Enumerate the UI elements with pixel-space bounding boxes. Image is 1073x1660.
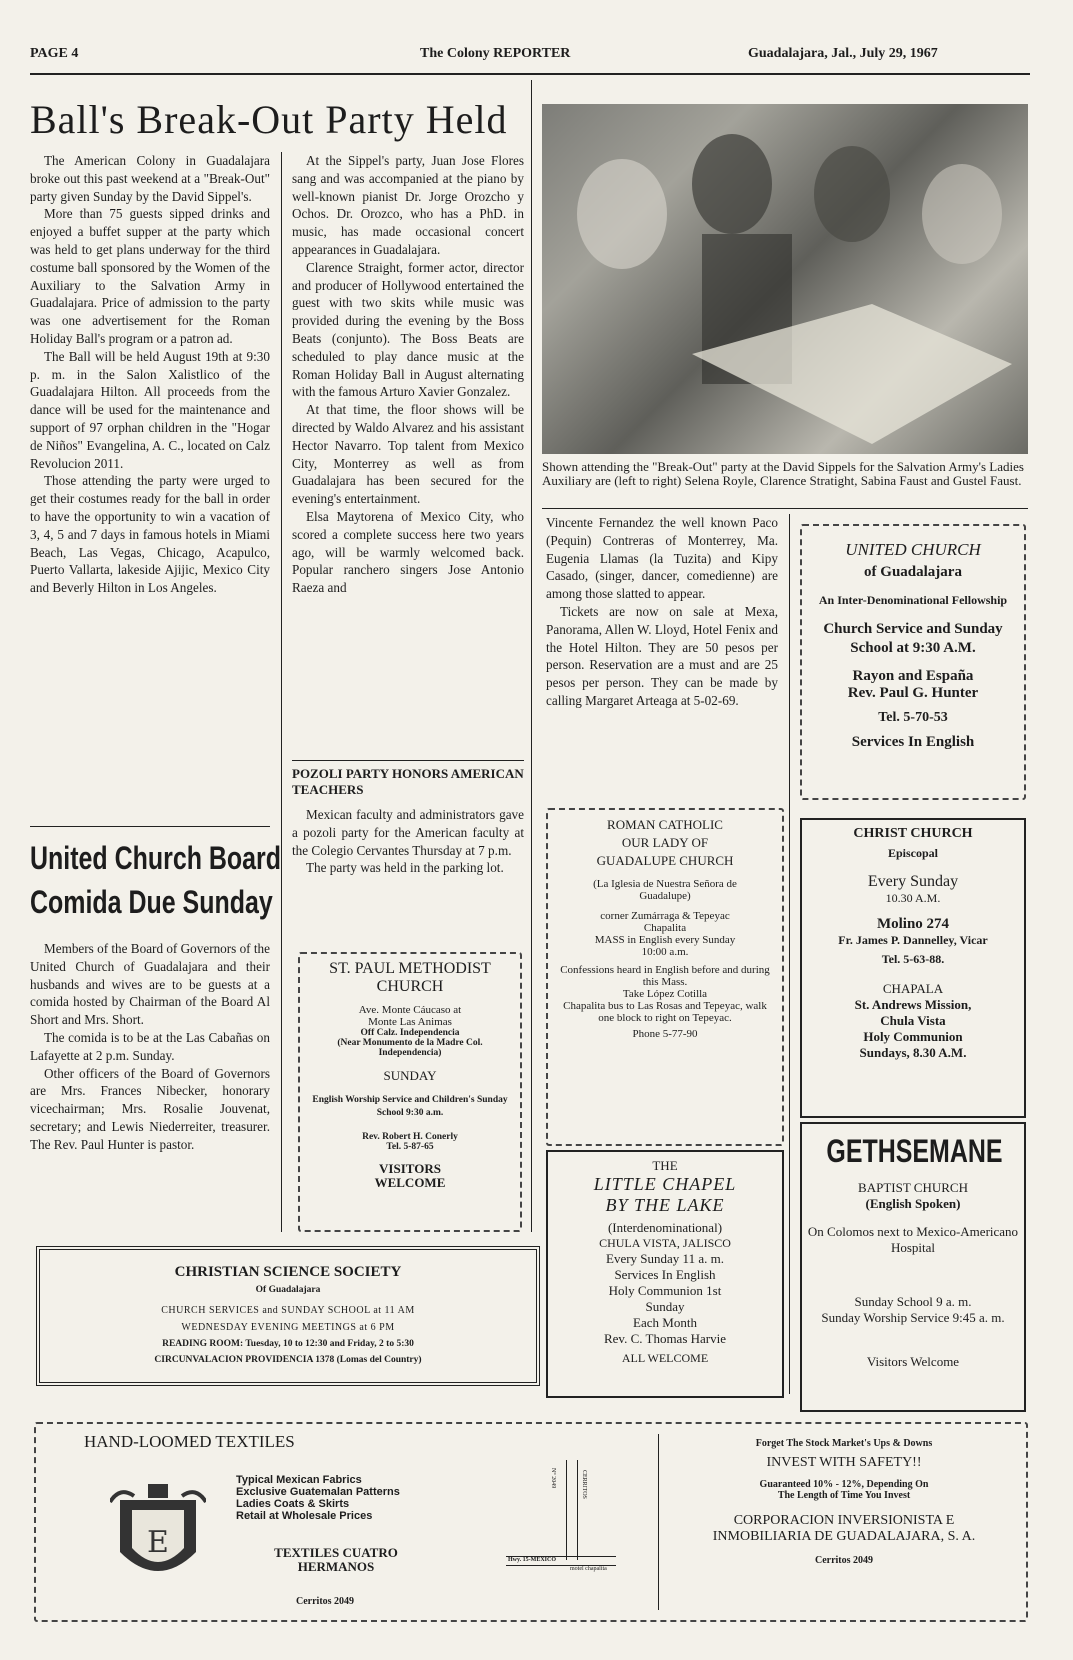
location-map xyxy=(506,1460,616,1580)
paragraph: Mexican faculty and administrators gave a pozoli party for the American faculty at the Colegio Cervantes Thursday at 7 p.m. xyxy=(292,807,524,858)
ad-line: Sunday xyxy=(645,1299,685,1314)
paragraph: The American Colony in Guadalajara broke out this past weekend at a "Break-Out" party given Sunday by the David Sippel's. xyxy=(30,153,270,204)
ad-line: Exclusive Guatemalan Patterns xyxy=(236,1486,400,1498)
crest-logo xyxy=(110,1482,206,1594)
dateline: Guadalajara, Jal., July 29, 1967 xyxy=(748,46,938,61)
headline-line: United Church Board xyxy=(30,840,281,876)
ad-line: Rev. Robert H. Conerly xyxy=(362,1132,458,1142)
ad-line: Holy Communion xyxy=(863,1029,963,1044)
ad-line: Services In English xyxy=(614,1267,716,1282)
story3-body xyxy=(292,806,524,877)
headline-line: Comida Due Sunday xyxy=(30,884,273,920)
textiles-name xyxy=(236,1546,436,1574)
ad-line: CHURCH SERVICES and SUNDAY SCHOOL at 11 AM xyxy=(161,1305,415,1316)
ad-line: corner Zumárraga & Tepeyac Chapalita xyxy=(600,910,730,934)
ad-line: Chula Vista xyxy=(880,1013,946,1028)
ad-line: An Inter-Denominational Fellowship xyxy=(818,593,1008,607)
paragraph: Vincente Fernandez the well known Paco (Pequin) Contreras of Monterrey, Ma. Eugenia Llamas (la Tuzita) and Kipy Casado, (singer, dancer, comedienne) are among those slatted to appear. xyxy=(546,515,778,602)
story2-body xyxy=(30,940,270,1154)
ad-title: GUADALUPE CHURCH xyxy=(596,853,734,868)
ad-line: Cerritos 2049 xyxy=(296,1596,355,1607)
paragraph: Those attending the party were urged to get their costumes ready for the ball in order to have the opportunity to win a vacation of 3, 4, 5 and 7 days in famous hotels in Miami Beach, Las Vegas, Chicago, Acapulco, Puerto Vallarta, lakeside Ajijic, Mexico City and Beverly Hilton in Los Angeles. xyxy=(30,473,270,596)
ad-line: (La Iglesia de Nuestra Señora de Guadalupe) xyxy=(593,878,737,902)
ad-title: BY THE LAKE xyxy=(605,1195,725,1215)
ad-line: Sundays, 8.30 A.M. xyxy=(859,1045,967,1060)
story2-headline xyxy=(30,836,281,924)
ad-line: Every Sunday 11 a. m. xyxy=(606,1251,724,1266)
ad-title: CHRISTIAN SCIENCE SOCIETY xyxy=(174,1264,402,1280)
ad-line: INVEST WITH SAFETY!! xyxy=(766,1455,922,1470)
paragraph: Clarence Straight, former actor, director and producer of Hollywood entertained the guest with two skits while music was provided during the evening by the Boss Beats (conjunto). The Boss Beats are scheduled to play dance music at the Roman Holiday Ball in August alternating with the famous Arturo Xavier Gonzalez. xyxy=(292,259,524,400)
ad-line: Cerritos 2049 xyxy=(814,1555,874,1566)
ad-line: CHULA VISTA, JALISCO xyxy=(599,1236,731,1250)
ad-line: CORPORACION INVERSIONISTA E xyxy=(733,1513,955,1528)
ad-line: MASS in English every Sunday 10:00 a.m. xyxy=(594,934,736,958)
paragraph: More than 75 guests sipped drinks and enjoyed a buffet supper at the party which was held to get plans underway for the third costume ball sponsored by the Women of the Auxiliary to the Salvation Army in Guadalajara. Price of admission to the party was one advertisement for the Roman Holiday Ball's program or a patron ad. xyxy=(30,206,270,346)
textiles-invest-ad xyxy=(34,1422,1028,1622)
ad-line: Church Service and Sunday School at 9:30 A.M. xyxy=(823,621,1003,656)
ad-line: Visitors Welcome xyxy=(866,1354,960,1369)
story-column-1 xyxy=(30,152,270,597)
story-column-2 xyxy=(292,152,524,597)
paragraph: The comida is to be at the Las Cabañas on Lafayette at 2 p.m. Sunday. xyxy=(30,1029,270,1063)
ad-line: Typical Mexican Fabrics xyxy=(236,1474,362,1486)
ad-line: Holy Communion 1st xyxy=(608,1283,722,1298)
ad-line: Guaranteed 10% - 12%, Depending On xyxy=(759,1479,929,1490)
ad-line: INMOBILIARIA DE GUADALAJARA, S. A. xyxy=(712,1529,976,1544)
ad-line: English Worship Service and Children's Sunday School 9:30 a.m. xyxy=(312,1095,508,1118)
ad-title: ROMAN CATHOLIC xyxy=(607,817,723,832)
ad-line: TEXTILES CUATRO xyxy=(274,1545,398,1560)
ad-line: Phone 5-77-90 xyxy=(632,1028,698,1040)
paragraph: Tickets are now on sale at Mexa, Panorama, Allen W. Lloyd, Hotel Fenix and the Hotel Hilton. They are 50 pesos per person. Reservation are a must and are 25 pesos per person. They can be made by calling Margaret Arteaga at 5-02-69. xyxy=(546,603,778,708)
ad-line: Monte Las Animas xyxy=(368,1016,452,1028)
ad-line: SUNDAY xyxy=(383,1068,437,1083)
ad-line: 10.30 A.M. xyxy=(885,891,941,905)
ad-line: Every Sunday xyxy=(867,873,959,890)
photo-image xyxy=(542,104,1028,454)
column-rule xyxy=(281,152,282,1232)
ad-line: VISITORS WELCOME xyxy=(374,1161,446,1190)
paragraph: Elsa Maytorena of Mexico City, who scored a complete success here two years ago, will be warmly welcomed back. Popular ranchero singers Jose Antonio Raeza and xyxy=(292,508,524,596)
ad-line: Each Month xyxy=(633,1315,697,1330)
ad-line: Episcopal xyxy=(887,846,938,860)
little-chapel-ad xyxy=(546,1150,784,1398)
ad-line: (Near Monumento de la Madre Col. Independencia) xyxy=(337,1038,483,1058)
caption-rule xyxy=(542,508,1028,509)
photo-caption: Shown attending the "Break-Out" party at the David Sippels for the Salvation Army's Ladies Auxiliary are (left to right) Selena Royle, Clarence Stratight, Sabina Faust and Gustel Faust. xyxy=(542,459,1024,488)
ad-line: Rev. Paul G. Hunter xyxy=(847,685,979,701)
ad-line: ALL WELCOME xyxy=(621,1351,709,1365)
ad-line: Services In English xyxy=(851,734,975,750)
catholic-ad xyxy=(546,808,784,1146)
ad-title: UNITED CHURCH xyxy=(845,540,981,559)
christian-science-ad xyxy=(36,1246,540,1386)
ad-divider xyxy=(658,1434,659,1610)
methodist-ad xyxy=(298,952,522,1232)
ad-line: Tel. 5-87-65 xyxy=(386,1142,434,1152)
page-number: PAGE 4 xyxy=(30,46,79,61)
ad-title: LITTLE CHAPEL xyxy=(593,1174,737,1194)
ad-line: WEDNESDAY EVENING MEETINGS at 6 PM xyxy=(181,1322,395,1333)
ad-line: Fr. James P. Dannelley, Vicar xyxy=(838,933,988,947)
united-church-ad xyxy=(800,524,1026,800)
ad-title: OUR LADY OF xyxy=(621,835,709,850)
gethsemane-ad xyxy=(800,1122,1026,1412)
paragraph: The Ball will be held August 19th at 9:30 p. m. in the Salon Xalistlico of the Guadalajara Hilton. All proceeds from the dance will be used for the maintenance and support of 97 orphan children in the "Hogar de Niños" Evangelina, A. C., located on Calz Revolucion 2011. xyxy=(30,348,270,471)
paragraph: Members of the Board of Governors of the United Church of Guadalajara and their husbands and wives are to be guests at a comida hosted by Chairman of the Board Al Short and Mrs. Short. xyxy=(30,941,270,1028)
ad-line: Rev. C. Thomas Harvie xyxy=(603,1331,727,1346)
story-headline: Ball's Break-Out Party Held xyxy=(30,97,508,142)
invest-ad xyxy=(666,1438,1022,1566)
ad-line: Of Guadalajara xyxy=(255,1285,321,1295)
ad-line: READING ROOM: Tuesday, 10 to 12:30 and Friday, 2 to 5:30 xyxy=(162,1339,414,1349)
story-rule xyxy=(292,760,524,761)
ad-line: THE xyxy=(652,1158,678,1173)
ad-title: ST. PAUL METHODIST CHURCH xyxy=(329,960,491,995)
ad-line: (Interdenominational) xyxy=(607,1220,723,1235)
ad-line: The Length of Time You Invest xyxy=(777,1490,911,1501)
ad-line: CIRCUNVALACION PROVIDENCIA 1378 (Lomas del Country) xyxy=(154,1355,422,1365)
ad-title: HAND-LOOMED TEXTILES xyxy=(84,1432,295,1451)
ad-line: Forget The Stock Market's Ups & Downs xyxy=(755,1438,933,1449)
story-column-3 xyxy=(546,514,778,710)
map-label: N° 2049 xyxy=(550,1468,556,1489)
ad-line: Tel. 5-63-88. xyxy=(881,952,945,966)
newspaper-name: The Colony REPORTER xyxy=(420,46,571,61)
ad-title: of Guadalajara xyxy=(864,564,962,580)
column-rule xyxy=(531,80,532,1232)
map-label: motel chapalita xyxy=(570,1566,607,1572)
story-rule xyxy=(30,826,270,827)
ad-line: Off Calz. Independencia xyxy=(360,1028,460,1038)
header-rule xyxy=(30,73,1030,75)
paragraph: At the Sippel's party, Juan Jose Flores sang and was accompanied at the piano by well-known pianist Dr. Jorge Orozcho y Ochos. Dr. Orozco, who has a PhD. in music, has made occasional concert appearances in Guadalajara. xyxy=(292,153,524,257)
ad-line: St. Andrews Mission, xyxy=(854,997,972,1012)
ad-title: CHRIST CHURCH xyxy=(853,826,973,841)
map-street-cerritos xyxy=(566,1460,578,1560)
ad-line: Ladies Coats & Skirts xyxy=(236,1498,350,1510)
map-label: Hwy. 15-MEXICO xyxy=(508,1557,556,1563)
column-rule xyxy=(789,514,790,1394)
ad-line: BAPTIST CHURCH xyxy=(858,1180,968,1195)
ad-line: Sunday School 9 a. m. xyxy=(854,1294,972,1309)
paragraph: Other officers of the Board of Governors are Mrs. Frances Nibecker, honorary vicechairman; Mrs. Rosalie Jouvenat, secretary; and Lewis Niederreiter, treasurer. The Rev. Paul Hunter is pastor. xyxy=(30,1065,270,1152)
ad-line: Chapalita bus to Las Rosas and Tepeyac, walk one block to right on Tepeyac. xyxy=(563,1000,767,1024)
ad-line: HERMANOS xyxy=(297,1559,375,1574)
ad-title: GETHSEMANE xyxy=(826,1133,1003,1169)
ad-line: Rayon and España xyxy=(852,668,974,684)
ad-line: Retail at Wholesale Prices xyxy=(236,1510,373,1522)
paragraph: At that time, the floor shows will be directed by Waldo Alvarez and his assistant Hector Navarro. Top talent from Mexico City, Monterrey as well as from Guadalajara has been secured for the evening's entertainment. xyxy=(292,402,524,507)
ad-line: Tel. 5-70-53 xyxy=(878,710,948,725)
map-label: CERRITOS xyxy=(581,1470,587,1499)
paragraph: The party was held in the parking lot. xyxy=(306,860,504,876)
ad-line: On Colomos next to Mexico-Americano Hospital xyxy=(807,1224,1019,1255)
party-photo xyxy=(542,104,1028,454)
ad-line: CHAPALA xyxy=(882,981,944,996)
textiles-details xyxy=(236,1474,446,1522)
ad-line: Sunday Worship Service 9:45 a. m. xyxy=(821,1310,1005,1325)
story3-headline: POZOLI PARTY HONORS AMERICAN TEACHERS xyxy=(292,766,524,797)
ad-line: Confessions heard in English before and during this Mass. xyxy=(560,964,770,988)
christ-church-ad xyxy=(800,818,1026,1118)
ad-line: Take López Cotilla xyxy=(622,988,708,1000)
svg-text:E: E xyxy=(147,1525,169,1560)
ad-line: Molino 274 xyxy=(876,916,950,932)
ad-line: Ave. Monte Cáucaso at xyxy=(358,1004,462,1016)
ad-line: (English Spoken) xyxy=(865,1196,961,1211)
